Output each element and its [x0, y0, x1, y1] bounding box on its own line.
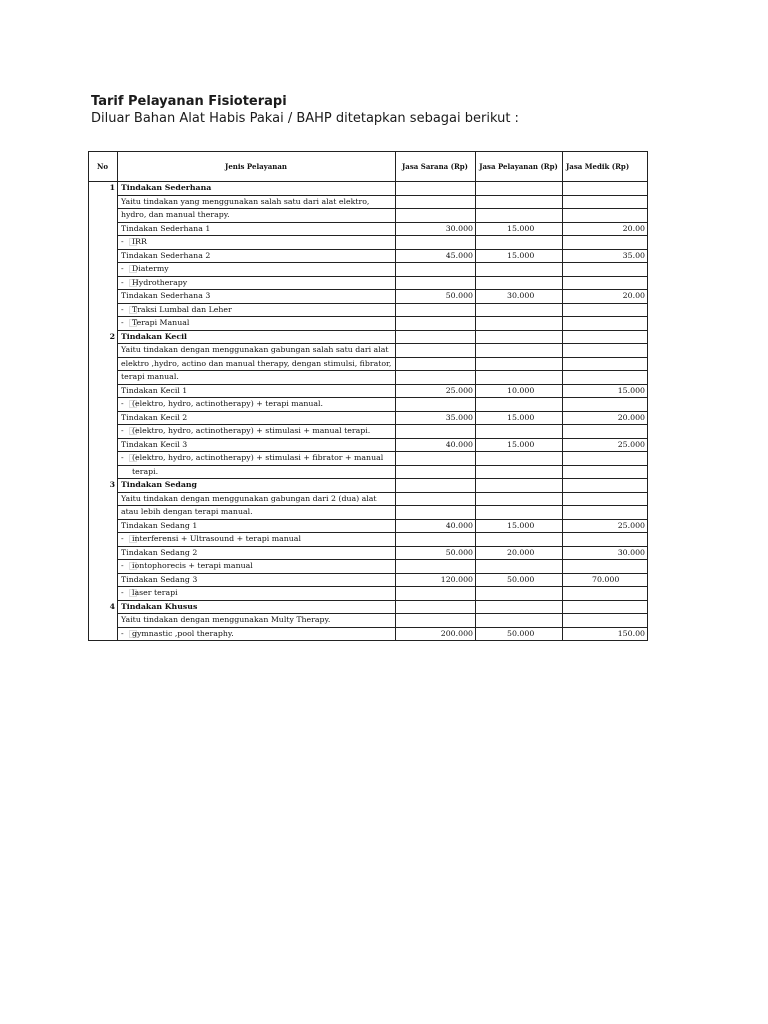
service-description: interferensi + Ultrasound + terapi manual	[132, 534, 301, 543]
row-number	[88, 505, 115, 519]
table-rule	[88, 640, 648, 641]
bullet-dash: -	[121, 318, 124, 327]
service-description: terapi.	[132, 466, 159, 476]
service-description: laser terapi	[132, 588, 178, 597]
jasa-pelayanan-value: 20.000	[507, 547, 535, 557]
jasa-sarana-value	[395, 343, 473, 357]
jasa-sarana-value	[395, 451, 473, 465]
service-description: atau lebih dengan terapi manual.	[121, 507, 253, 516]
table-rule	[117, 235, 648, 236]
table-row	[88, 424, 648, 438]
jasa-medik-value	[562, 613, 645, 627]
row-number	[88, 303, 115, 317]
table-rule	[117, 384, 648, 385]
row-number	[88, 384, 115, 398]
jasa-sarana-value: 25.000	[445, 385, 473, 395]
service-description: terapi manual.	[121, 372, 179, 381]
jasa-sarana-value	[395, 276, 473, 290]
jasa-medik-value	[562, 181, 645, 195]
jasa-medik-value	[562, 330, 645, 344]
service-description: Tindakan Sedang 2	[121, 547, 198, 557]
table-rule	[117, 357, 648, 358]
jasa-sarana-value	[395, 330, 473, 344]
table-rule	[117, 276, 648, 277]
table-rule	[117, 573, 648, 574]
table-rule	[117, 343, 648, 344]
table-column-rule	[117, 151, 118, 640]
bullet-dash: -	[121, 264, 124, 273]
table-rule	[117, 249, 648, 250]
bullet-dash: -	[121, 588, 124, 597]
jasa-medik-value	[562, 262, 645, 276]
table-row	[88, 438, 648, 452]
jasa-medik-value	[562, 478, 645, 492]
table-rule	[117, 600, 648, 601]
jasa-medik-value	[562, 600, 645, 614]
jasa-medik-value: 20.000	[617, 412, 645, 422]
table-row	[88, 262, 648, 276]
table-rule	[117, 546, 648, 547]
row-number	[88, 316, 115, 330]
jasa-sarana-value	[395, 357, 473, 371]
row-number	[88, 613, 115, 627]
row-number	[88, 438, 115, 452]
jasa-medik-value: 20.00	[622, 223, 645, 233]
jasa-sarana-value	[395, 181, 473, 195]
table-rule	[117, 303, 648, 304]
row-number	[88, 519, 115, 533]
row-number: 2	[109, 331, 115, 341]
row-number	[88, 276, 115, 290]
jasa-sarana-value	[395, 559, 473, 573]
service-description: (elektro, hydro, actinotherapy) + stimulasi + manual terapi.	[132, 426, 371, 435]
row-number	[88, 546, 115, 560]
row-number	[88, 397, 115, 411]
bullet-dash: -	[121, 426, 124, 435]
jasa-sarana-value	[395, 208, 473, 222]
service-description: Diatermy	[132, 264, 169, 273]
table-row	[88, 627, 648, 641]
jasa-medik-value: 25.000	[617, 439, 645, 449]
document-title: Tarif Pelayanan Fisioterapi	[91, 94, 287, 109]
service-description: gymnastic ,pool theraphy.	[132, 628, 234, 638]
table-row	[88, 181, 648, 195]
service-description: Yaitu tindakan dengan menggunakan Multy Therapy.	[121, 615, 331, 624]
row-number	[88, 208, 115, 222]
row-number	[88, 411, 115, 425]
jasa-sarana-value: 50.000	[445, 547, 473, 557]
jasa-medik-value	[562, 370, 645, 384]
header-jasa-pelayanan: Jasa Pelayanan (Rp)	[479, 161, 558, 171]
service-description: IRR	[132, 237, 147, 246]
table-rule	[117, 478, 648, 479]
jasa-sarana-value	[395, 600, 473, 614]
jasa-sarana-value: 40.000	[445, 520, 473, 530]
table-rule	[117, 559, 648, 560]
header-jenis-pelayanan: Jenis Pelayanan	[225, 161, 287, 171]
tariff-table	[88, 151, 648, 645]
jasa-sarana-value	[395, 586, 473, 600]
jasa-medik-value: 70.000	[592, 574, 620, 584]
service-description: Tindakan Sedang 3	[121, 574, 198, 584]
jasa-sarana-value	[395, 478, 473, 492]
table-rule	[117, 397, 648, 398]
jasa-medik-value: 150.00	[617, 628, 645, 638]
service-description: iontophorecis + terapi manual	[132, 561, 253, 570]
service-description: Tindakan Sedang 1	[121, 520, 198, 530]
table-rule	[117, 451, 648, 452]
table-rule	[117, 613, 648, 614]
row-number	[88, 492, 115, 506]
row-number	[88, 451, 115, 465]
jasa-sarana-value	[395, 424, 473, 438]
table-rule	[117, 465, 648, 466]
jasa-medik-value	[562, 451, 645, 465]
jasa-medik-value	[562, 208, 645, 222]
row-number: 4	[109, 601, 115, 611]
row-number	[88, 586, 115, 600]
jasa-sarana-value: 45.000	[445, 250, 473, 260]
service-description: Yaitu tindakan yang menggunakan salah satu dari alat elektro,	[121, 196, 370, 206]
jasa-sarana-value	[395, 235, 473, 249]
table-rule	[117, 424, 648, 425]
table-row	[88, 492, 648, 506]
header-no: No	[96, 161, 109, 171]
service-description: Tindakan Sederhana 2	[121, 250, 211, 260]
table-column-rule	[647, 151, 648, 640]
table-row	[88, 505, 648, 519]
row-number	[88, 532, 115, 546]
service-description: Tindakan Sederhana 1	[121, 223, 211, 233]
table-column-rule	[562, 151, 563, 640]
table-row	[88, 397, 648, 411]
jasa-medik-value	[562, 532, 645, 546]
jasa-sarana-value	[395, 262, 473, 276]
service-description: elektro ,hydro, actino dan manual therapy, dengan stimulsi, fibrator,	[121, 358, 392, 368]
jasa-medik-value	[562, 276, 645, 290]
row-number	[88, 195, 115, 209]
table-rule	[117, 208, 648, 209]
jasa-sarana-value	[395, 505, 473, 519]
table-rule	[88, 151, 648, 152]
table-rule	[117, 519, 648, 520]
row-number	[88, 343, 115, 357]
table-rule	[117, 370, 648, 371]
service-description: hydro, dan manual therapy.	[121, 210, 230, 219]
table-row	[88, 316, 648, 330]
table-rule	[117, 222, 648, 223]
jasa-sarana-value: 30.000	[445, 223, 473, 233]
row-number: 1	[109, 183, 115, 192]
service-description: Tindakan Kecil 1	[121, 385, 188, 395]
service-description: Traksi Lumbal dan Leher	[132, 304, 232, 314]
table-row	[88, 330, 648, 344]
row-number	[88, 222, 115, 236]
jasa-sarana-value: 120.000	[440, 574, 473, 584]
section-heading: Tindakan Khusus	[121, 601, 198, 611]
table-row	[88, 559, 648, 573]
section-heading: Tindakan Sederhana	[121, 183, 212, 192]
table-row	[88, 478, 648, 492]
jasa-sarana-value	[395, 492, 473, 506]
bullet-dash: -	[121, 453, 124, 462]
jasa-sarana-value	[395, 303, 473, 317]
bullet-dash: -	[121, 304, 124, 314]
table-row	[88, 586, 648, 600]
service-description: (elektro, hydro, actinotherapy) + stimulasi + fibrator + manual	[132, 453, 384, 462]
table-row	[88, 370, 648, 384]
table-row	[88, 465, 648, 479]
table-row	[88, 222, 648, 236]
bullet-dash: -	[121, 237, 124, 246]
table-row	[88, 276, 648, 290]
table-row	[88, 546, 648, 560]
jasa-pelayanan-value: 15.000	[507, 250, 535, 260]
row-number	[88, 627, 115, 641]
jasa-medik-value: 25.000	[617, 520, 645, 530]
service-description: Hydrotherapy	[132, 277, 188, 287]
table-row	[88, 600, 648, 614]
row-number	[88, 559, 115, 573]
table-row	[88, 208, 648, 222]
jasa-sarana-value: 40.000	[445, 439, 473, 449]
header-jasa-medik: Jasa Medik (Rp)	[566, 161, 630, 171]
jasa-sarana-value: 200.000	[440, 628, 473, 638]
jasa-pelayanan-value: 10.000	[507, 385, 535, 395]
jasa-medik-value	[562, 303, 645, 317]
jasa-sarana-value	[395, 465, 473, 479]
table-column-rule	[88, 151, 89, 640]
jasa-sarana-value	[395, 316, 473, 330]
service-description: Terapi Manual	[132, 318, 190, 327]
jasa-sarana-value	[395, 370, 473, 384]
jasa-medik-value	[562, 465, 645, 479]
jasa-medik-value	[562, 397, 645, 411]
jasa-medik-value	[562, 235, 645, 249]
section-heading: Tindakan Sedang	[121, 480, 197, 489]
jasa-pelayanan-value: 50.000	[507, 574, 535, 584]
jasa-medik-value	[562, 424, 645, 438]
service-description: Yaitu tindakan dengan menggunakan gabungan dari 2 (dua) alat	[121, 493, 377, 503]
jasa-medik-value: 35.00	[622, 250, 645, 260]
jasa-pelayanan-value: 15.000	[507, 412, 535, 422]
table-row	[88, 384, 648, 398]
table-row	[88, 343, 648, 357]
table-rule	[117, 195, 648, 196]
row-number: 3	[109, 480, 115, 489]
jasa-medik-value: 15.000	[617, 385, 645, 395]
table-rule	[117, 532, 648, 533]
jasa-medik-value: 30.000	[617, 547, 645, 557]
table-row	[88, 195, 648, 209]
table-rule	[117, 492, 648, 493]
bullet-dash: -	[121, 561, 124, 570]
table-row	[88, 613, 648, 627]
jasa-medik-value	[562, 505, 645, 519]
service-description: Tindakan Kecil 3	[121, 439, 188, 449]
row-number	[88, 249, 115, 263]
table-row	[88, 451, 648, 465]
bullet-dash: -	[121, 534, 124, 543]
table-rule	[117, 262, 648, 263]
table-rule	[117, 411, 648, 412]
document-subtitle: Diluar Bahan Alat Habis Pakai / BAHP ditetapkan sebagai berikut :	[91, 111, 519, 126]
table-column-rule	[475, 151, 476, 640]
jasa-pelayanan-value: 30.000	[507, 291, 535, 300]
table-row	[88, 249, 648, 263]
jasa-sarana-value: 35.000	[445, 412, 473, 422]
jasa-sarana-value	[395, 397, 473, 411]
table-rule	[88, 181, 648, 182]
bullet-dash: -	[121, 628, 124, 638]
jasa-pelayanan-value: 15.000	[507, 439, 535, 449]
jasa-pelayanan-value: 15.000	[507, 520, 535, 530]
table-row	[88, 289, 648, 303]
jasa-sarana-value	[395, 532, 473, 546]
row-number	[88, 573, 115, 587]
row-number	[88, 262, 115, 276]
table-row	[88, 573, 648, 587]
jasa-medik-value	[562, 586, 645, 600]
table-row	[88, 303, 648, 317]
table-rule	[117, 330, 648, 331]
jasa-medik-value	[562, 492, 645, 506]
row-number	[88, 357, 115, 371]
jasa-medik-value	[562, 316, 645, 330]
jasa-pelayanan-value: 50.000	[507, 628, 535, 638]
row-number	[88, 465, 115, 479]
bullet-dash: -	[121, 399, 124, 408]
jasa-pelayanan-value: 15.000	[507, 223, 535, 233]
service-description: Yaitu tindakan dengan menggunakan gabungan salah satu dari alat	[121, 345, 389, 354]
table-row	[88, 532, 648, 546]
service-description: Tindakan Kecil 2	[121, 412, 188, 422]
table-row	[88, 411, 648, 425]
jasa-sarana-value: 50.000	[445, 291, 473, 300]
header-jasa-sarana: Jasa Sarana (Rp)	[402, 161, 468, 171]
table-rule	[117, 316, 648, 317]
jasa-sarana-value	[395, 613, 473, 627]
table-row	[88, 357, 648, 371]
jasa-medik-value	[562, 343, 645, 357]
table-rule	[117, 586, 648, 587]
row-number	[88, 424, 115, 438]
table-row	[88, 235, 648, 249]
table-column-rule	[395, 151, 396, 640]
table-rule	[117, 627, 648, 628]
service-description: (elektro, hydro, actinotherapy) + terapi manual.	[132, 399, 324, 408]
jasa-medik-value	[562, 559, 645, 573]
table-rule	[117, 438, 648, 439]
jasa-sarana-value	[395, 195, 473, 209]
row-number	[88, 289, 115, 303]
bullet-dash: -	[121, 277, 124, 287]
row-number	[88, 235, 115, 249]
jasa-medik-value: 20.00	[622, 291, 645, 300]
table-rule	[117, 289, 648, 290]
row-number	[88, 370, 115, 384]
jasa-medik-value	[562, 195, 645, 209]
table-rule	[117, 505, 648, 506]
section-heading: Tindakan Kecil	[121, 331, 188, 341]
service-description: Tindakan Sederhana 3	[121, 291, 211, 300]
table-row	[88, 519, 648, 533]
jasa-medik-value	[562, 357, 645, 371]
